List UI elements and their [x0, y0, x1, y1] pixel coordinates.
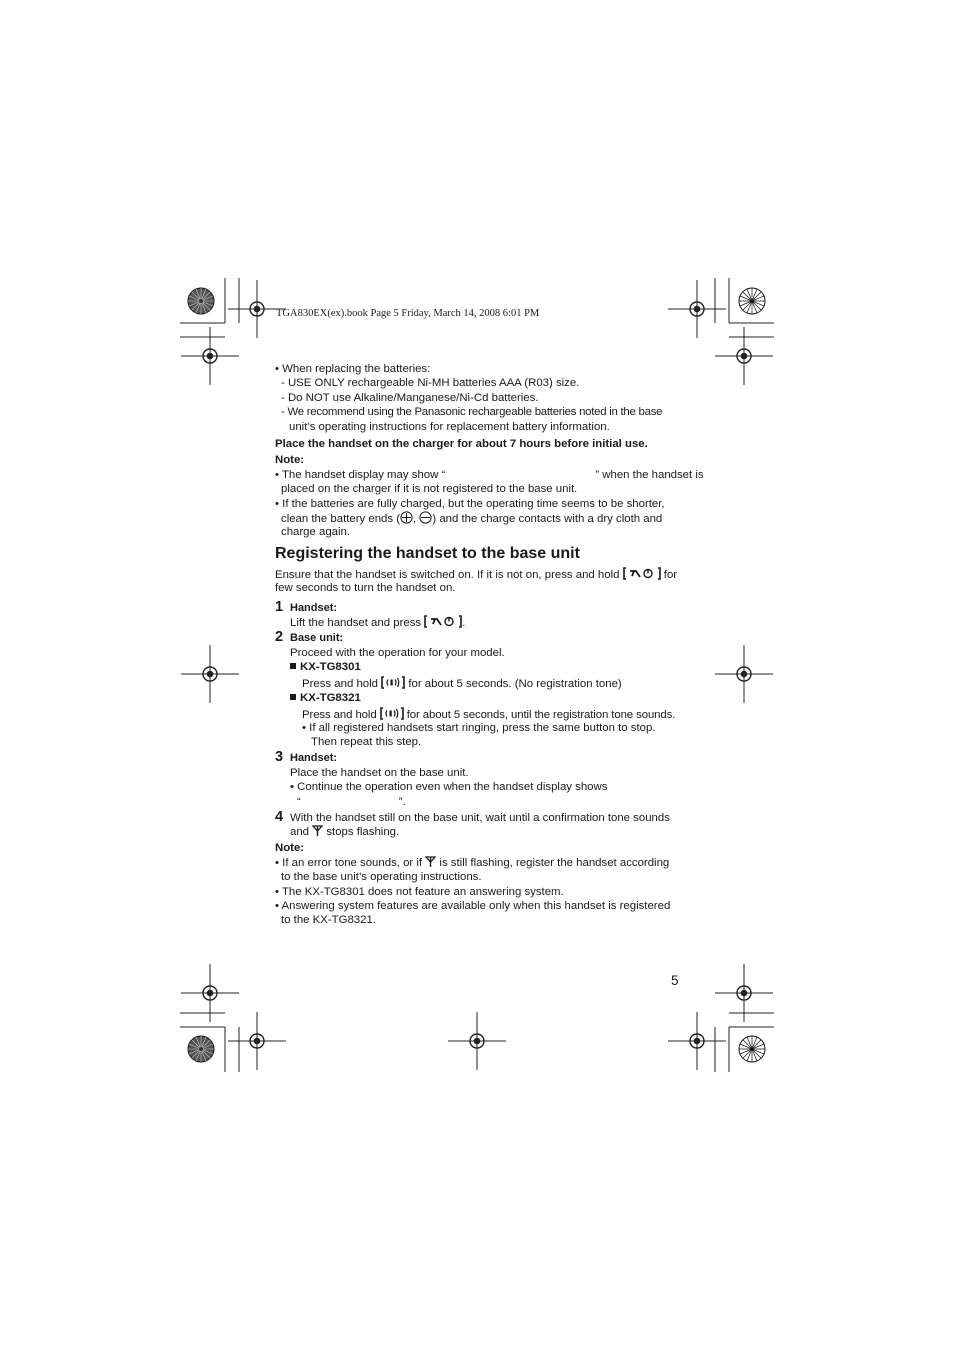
antenna-icon	[312, 825, 323, 841]
battery-item-3-cont: unit’s operating instructions for replacement battery information.	[289, 421, 610, 433]
battery-item-2: - Do NOT use Alkaline/Manganese/Ni-Cd batteries.	[281, 392, 539, 404]
note1-b1-text: • The handset display may show “	[275, 469, 446, 481]
step-3-number: 3	[275, 749, 284, 765]
section-intro-cont: few seconds to turn the handset on.	[275, 582, 456, 594]
note1-bullet2: • If the batteries are fully charged, but the operating time seems to be shorter,	[275, 498, 665, 510]
note1-bullet1-cont: placed on the charger if it is not registered to the base unit.	[281, 483, 578, 495]
note2-bullet1-cont: to the base unit’s operating instructions.	[281, 871, 482, 883]
note2-bullet2: • The KX-TG8301 does not feature an answering system.	[275, 886, 564, 898]
note1-b2-sep: ,	[413, 513, 420, 525]
step-1-text-b: .	[462, 617, 466, 629]
step-3-head: Handset:	[290, 752, 338, 764]
off-power-key-icon	[623, 567, 661, 582]
off-power-key-icon	[424, 615, 462, 630]
quote-open: “	[297, 796, 301, 808]
model-1-heading	[290, 660, 361, 674]
step-2-text: Proceed with the operation for your model.	[290, 647, 505, 659]
step-3-text: Place the handset on the base unit.	[290, 767, 469, 779]
locator-key-icon	[381, 676, 405, 691]
note-label-2: Note:	[275, 842, 305, 854]
step-4-line-2	[290, 825, 399, 841]
step-1-text-a: Lift the handset and press	[290, 617, 425, 629]
step-3-bullet: • Continue the operation even when the handset display shows	[290, 781, 608, 793]
step-2-head: Base unit:	[290, 632, 344, 644]
step-1-number: 1	[275, 599, 284, 615]
step-2-number: 2	[275, 629, 284, 645]
note2-b1-text-a: • If an error tone sounds, or if	[275, 857, 426, 869]
book-file-header: TGA830EX(ex).book Page 5 Friday, March 14, 2008 6:01 PM	[276, 308, 540, 319]
battery-item-3: - We recommend using the Panasonic rechargeable batteries noted in the base	[281, 406, 663, 418]
intro-text2: for	[660, 569, 678, 581]
note1-b2-text: clean the battery ends (	[281, 513, 401, 525]
model-2-text	[302, 707, 675, 722]
note1-b2-text2: ) and the charge contacts with a dry cloth and	[432, 513, 663, 525]
battery-plus-icon	[400, 511, 413, 528]
square-bullet-icon	[290, 694, 296, 700]
note2-bullet3-cont: to the KX-TG8321.	[281, 914, 376, 926]
step-4-text-b: stops flashing.	[323, 826, 400, 838]
step-4-text-a: and	[290, 826, 313, 838]
square-bullet-icon	[290, 663, 296, 669]
step-1-head: Handset:	[290, 602, 338, 614]
model-2-text-b: for about 5 seconds, until the registration tone sounds.	[403, 709, 676, 721]
model-1-text	[302, 676, 622, 691]
section-title: Registering the handset to the base unit	[275, 545, 580, 562]
page-number: 5	[671, 973, 679, 988]
step-4-number: 4	[275, 809, 284, 825]
section-intro	[275, 567, 677, 582]
model-2-sub-1: • If all registered handsets start ringing, press the same button to stop.	[302, 722, 656, 734]
charge-instruction: Place the handset on the charger for about 7 hours before initial use.	[275, 438, 648, 450]
intro-text: Ensure that the handset is switched on. If it is not on, press and hold	[275, 569, 623, 581]
note-label: Note:	[275, 454, 305, 466]
battery-lead: • When replacing the batteries:	[275, 363, 431, 375]
model-1-text-a: Press and hold	[302, 678, 382, 690]
battery-item-1: - USE ONLY rechargeable Ni-MH batteries AAA (R03) size.	[281, 377, 580, 389]
note2-bullet3: • Answering system features are available only when this handset is registered	[275, 900, 671, 912]
step-1-text	[290, 615, 465, 630]
locator-key-icon	[380, 707, 404, 722]
step-3-display-msg	[297, 795, 406, 809]
quote-close: ”.	[398, 796, 406, 808]
note1-b1-text2: ” when the handset is	[595, 469, 704, 481]
step-4-line-1: With the handset still on the base unit, wait until a confirmation tone sounds	[290, 812, 670, 824]
note1-bullet2-line3: charge again.	[281, 526, 351, 538]
note1-bullet1	[275, 468, 704, 482]
model-2-text-a: Press and hold	[302, 709, 380, 721]
model-2-heading	[290, 691, 361, 705]
model-1-text-b: for about 5 seconds. (No registration tone)	[405, 678, 622, 690]
model-2-sub-2: Then repeat this step.	[311, 736, 422, 748]
battery-minus-icon	[419, 511, 432, 528]
note2-b1-text-b: is still flashing, register the handset according	[436, 857, 670, 869]
model-2-name: KX-TG8321	[300, 692, 361, 704]
model-1-name: KX-TG8301	[300, 661, 361, 673]
